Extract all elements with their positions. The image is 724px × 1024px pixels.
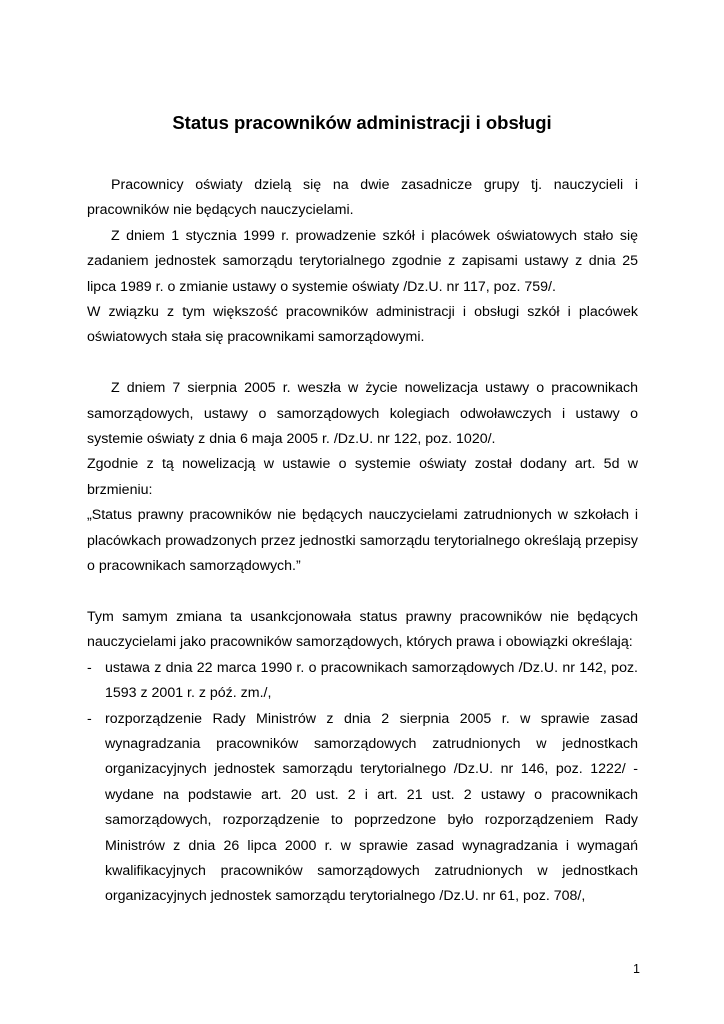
list-item bbox=[87, 707, 638, 910]
quote-paragraph: „Status prawny pracowników nie będących nauczycielami zatrudnionych w szkołach i placówkach prowadzonych przez jednostki samorządu terytorialnego określają przepisy o pracownikach samorządowych.” bbox=[87, 507, 638, 575]
list-item bbox=[87, 656, 638, 707]
page-number: 1 bbox=[633, 962, 640, 976]
list-dash: - bbox=[87, 710, 92, 727]
list-item-text: rozporządzenie Rady Ministrów z dnia 2 sierpnia 2005 r. w sprawie zasad wynagradzania pracowników samorządowych zatrudnionych w jednostkach organizacyjnych jednostek samorządu terytorialnego /Dz.U. nr 146, poz. 1222/ - wydane na podstawie art. 20 ust. 2 i art. 21 ust. 2 ustawy o pracownikach samorządowych, rozporządzenie to poprzedzone było rozporządzeniem Rady Ministrów z dnia 26 lipca 2000 r. w sprawie zasad wynagradzania i wymagań kwalifikacyjnych pracowników samorządowych zatrudnionych w jednostkach organizacyjnych jednostek samorządu terytorialnego /Dz.U. nr 61, poz. 708/, bbox=[105, 710, 638, 905]
page-title: Status pracowników administracji i obsługi bbox=[172, 112, 552, 133]
paragraph-spacer bbox=[87, 351, 638, 376]
list-item-text: ustawa z dnia 22 marca 1990 r. o pracownikach samorządowych /Dz.U. nr 142, poz. 1593 z 2001 r. z póź. zm./, bbox=[105, 659, 638, 702]
paragraph-1: Pracownicy oświaty dzielą się na dwie zasadnicze grupy tj. nauczycieli i pracowników nie będących nauczycielami. bbox=[87, 177, 638, 219]
paragraph-7: Tym samym zmiana ta usankcjonowała status prawny pracowników nie będących nauczycielami jako pracowników samorządowych, których prawa i obowiązki określają: bbox=[87, 608, 638, 651]
list-dash: - bbox=[87, 659, 92, 676]
paragraph-3: W związku z tym większość pracowników administracji i obsługi szkół i placówek oświatowych stała się pracownikami samorządowymi. bbox=[87, 304, 638, 346]
paragraph-spacer bbox=[87, 579, 638, 604]
paragraph-2: Z dniem 1 stycznia 1999 r. prowadzenie szkół i placówek oświatowych stało się zadaniem jednostek samorządu terytorialnego zgodnie z zapisami ustawy z dnia 25 lipca 1989 r. o zmianie ustawy o systemie oświaty /Dz.U. nr 117, poz. 759/. bbox=[87, 227, 638, 295]
document-body bbox=[87, 173, 638, 910]
paragraph-5: Zgodnie z tą nowelizacją w ustawie o systemie oświaty został dodany art. 5d w brzmieniu: bbox=[87, 456, 638, 498]
paragraph-4: Z dniem 7 sierpnia 2005 r. weszła w życie nowelizacja ustawy o pracownikach samorządowych, ustawy o samorządowych kolegiach odwoławczych i ustawy o systemie oświaty z dnia 6 maja 2005 r. /Dz.U. nr 122, poz. 1020/. bbox=[87, 380, 638, 448]
